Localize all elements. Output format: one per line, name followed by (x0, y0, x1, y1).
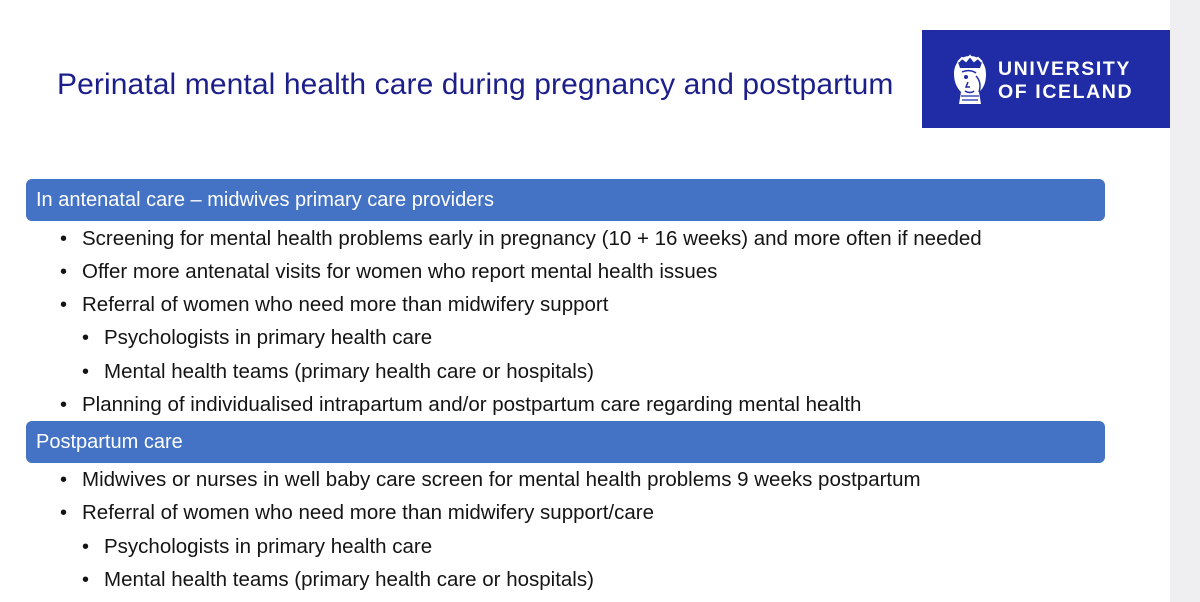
logo-text-line2: OF ICELAND (998, 81, 1134, 103)
bullet-dot-icon: • (82, 569, 90, 591)
sub-list-item (82, 359, 594, 385)
sub-list-item (82, 325, 433, 351)
university-logo (922, 30, 1170, 128)
bullet-dot-icon: • (60, 294, 68, 316)
bullet-dot-icon: • (82, 327, 90, 349)
list-item-text: Mental health teams (primary health care or hospitals) (104, 360, 594, 383)
section-heading-postpartum: Postpartum care (26, 421, 1105, 463)
list-item (60, 292, 609, 318)
bullet-dot-icon: • (60, 394, 68, 416)
list-item-text: Midwives or nurses in well baby care screen for mental health problems 9 weeks postpartum (82, 468, 921, 491)
list-item (60, 467, 921, 493)
list-item-text: Offer more antenatal visits for women who report mental health issues (82, 260, 718, 283)
list-item-text: Referral of women who need more than midwifery support/care (82, 501, 654, 524)
bullet-dot-icon: • (60, 261, 68, 283)
bullet-dot-icon: • (60, 228, 68, 250)
list-item-text: Mental health teams (primary health care or hospitals) (104, 568, 594, 591)
list-item-text: Psychologists in primary health care (104, 535, 433, 558)
list-item (60, 226, 982, 252)
goddess-head-emblem-icon (946, 52, 994, 108)
section-heading-antenatal: In antenatal care – midwives primary care providers (26, 179, 1105, 221)
bullet-dot-icon: • (60, 502, 68, 524)
bullet-dot-icon: • (82, 536, 90, 558)
slide-title: Perinatal mental health care during pregnancy and postpartum (57, 68, 894, 101)
list-item-text: Referral of women who need more than midwifery support (82, 293, 609, 316)
list-item (60, 500, 654, 526)
list-item-text: Planning of individualised intrapartum and/or postpartum care regarding mental health (82, 393, 862, 416)
list-item-text: Psychologists in primary health care (104, 326, 433, 349)
list-item (60, 392, 862, 418)
bullet-dot-icon: • (82, 361, 90, 383)
sub-list-item (82, 534, 433, 560)
list-item-text: Screening for mental health problems early in pregnancy (10 + 16 weeks) and more often if needed (82, 227, 982, 250)
window-edge-strip (1170, 0, 1200, 602)
sub-list-item (82, 567, 594, 593)
bullet-dot-icon: • (60, 469, 68, 491)
list-item (60, 259, 718, 285)
logo-text-line1: UNIVERSITY (998, 58, 1132, 80)
